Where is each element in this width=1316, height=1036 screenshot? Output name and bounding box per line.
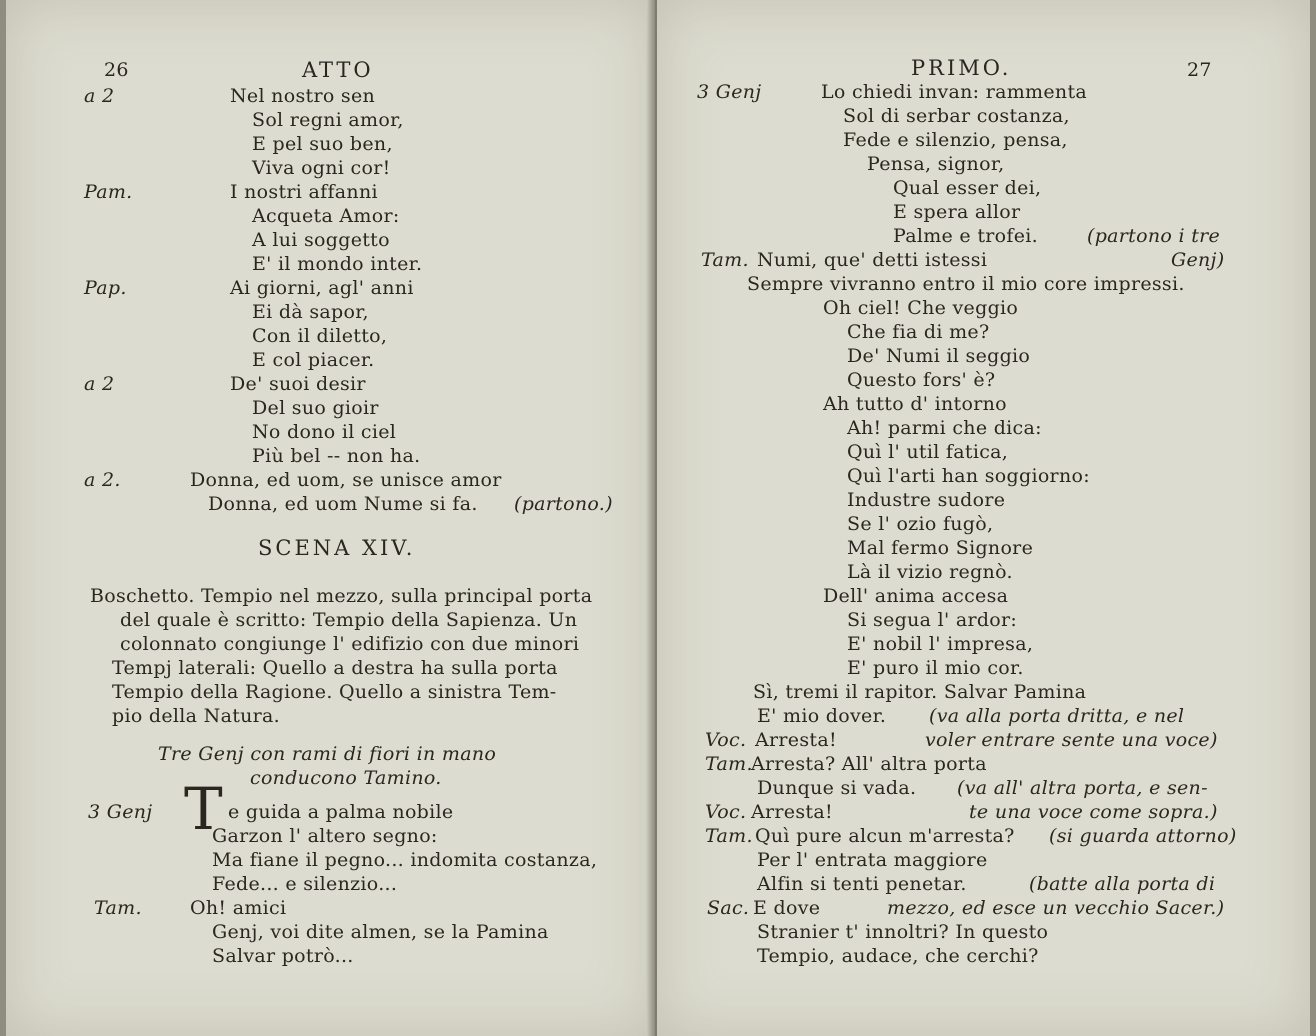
left-page — [6, 0, 654, 1036]
speaker: Voc. — [705, 729, 747, 751]
stage-setting-line: del quale è scritto: Tempio della Sapienza. Un — [120, 609, 578, 631]
stage-setting-line: pio della Natura. — [112, 705, 281, 727]
stage-direction: Genj) — [1171, 249, 1225, 271]
verse-line: Qual esser dei, — [893, 177, 1042, 199]
verse-line: E' il mondo inter. — [252, 253, 423, 275]
page-number-right: 27 — [1187, 59, 1212, 81]
verse-line: Ah! parmi che dica: — [847, 417, 1042, 439]
stage-direction: (partono.) — [514, 493, 613, 515]
verse-line: I nostri affanni — [230, 181, 378, 203]
stage-setting-line: Tempj laterali: Quello a destra ha sulla porta — [112, 657, 558, 679]
verse-line: Questo fors' è? — [847, 369, 996, 391]
stage-direction: conducono Tamino. — [250, 767, 442, 789]
right-page — [657, 0, 1310, 1036]
stage-direction: (batte alla porta di — [1029, 873, 1216, 895]
verse-line: Sì, tremi il rapitor. Salvar Pamina — [753, 681, 1087, 703]
verse-line: Ma fiane il pegno... indomita costanza, — [212, 849, 598, 871]
page-number-left: 26 — [104, 59, 129, 81]
verse-line: Nel nostro sen — [230, 85, 376, 107]
verse-line: Che fia di me? — [847, 321, 990, 343]
verse-line: Sol regni amor, — [252, 109, 404, 131]
speaker: Tam. — [94, 897, 142, 919]
speaker: a 2 — [84, 85, 115, 107]
speaker: a 2. — [84, 469, 121, 491]
verse-line: No dono il ciel — [252, 421, 397, 443]
verse-line: e guida a palma nobile — [228, 801, 454, 823]
verse-line: Fede... e silenzio... — [212, 873, 398, 895]
verse-line: Si segua l' ardor: — [847, 609, 1018, 631]
stage-direction: Tre Genj con rami di fiori in mano — [158, 743, 497, 765]
verse-line: Numi, que' detti istessi — [757, 249, 988, 271]
stage-setting-line: colonnato congiunge l' edifizio con due minori — [120, 633, 580, 655]
verse-line: De' Numi il seggio — [847, 345, 1031, 367]
verse-line: Quì l'arti han soggiorno: — [847, 465, 1090, 487]
verse-line: Con il diletto, — [252, 325, 388, 347]
verse-line: Acqueta Amor: — [252, 205, 400, 227]
verse-line: Ah tutto d' intorno — [823, 393, 1007, 415]
verse-line: Tempio, audace, che cerchi? — [757, 945, 1039, 967]
stage-direction: (si guarda attorno) — [1049, 825, 1237, 847]
verse-line: Donna, ed uom, se unisce amor — [190, 469, 502, 491]
verse-line: A lui soggetto — [252, 229, 390, 251]
speaker: Tam. — [701, 249, 749, 271]
stage-direction: (va all' altra porta, e sen- — [957, 777, 1208, 799]
verse-line: Lo chiedi invan: rammenta — [821, 81, 1088, 103]
verse-line: Se l' ozio fugò, — [847, 513, 994, 535]
stage-setting-line: Tempio della Ragione. Quello a sinistra Tem- — [112, 681, 557, 703]
verse-line: Donna, ed uom Nume si fa. — [208, 493, 478, 515]
verse-line: E' mio dover. — [757, 705, 887, 727]
stage-setting-line: Boschetto. Tempio nel mezzo, sulla principal porta — [90, 585, 593, 607]
verse-line: Arresta! — [755, 729, 837, 751]
speaker: a 2 — [84, 373, 115, 395]
verse-line: Ei dà sapor, — [252, 301, 369, 323]
verse-line: Fede e silenzio, pensa, — [843, 129, 1068, 151]
verse-line: Dunque si vada. — [757, 777, 917, 799]
verse-line: E' puro il mio cor. — [847, 657, 1024, 679]
stage-direction: te una voce come sopra.) — [969, 801, 1218, 823]
speaker: 3 Genj — [88, 801, 153, 823]
speaker: Sac. — [707, 897, 750, 919]
verse-line: Del suo gioir — [252, 397, 379, 419]
verse-line: Garzon l' altero segno: — [212, 825, 438, 847]
verse-line: Alfin si tenti penetar. — [757, 873, 967, 895]
verse-line: Mal fermo Signore — [847, 537, 1034, 559]
speaker: Tam. — [705, 753, 753, 775]
speaker: Pam. — [84, 181, 133, 203]
verse-line: Quì l' util fatica, — [847, 441, 1009, 463]
stage-direction: mezzo, ed esce un vecchio Sacer.) — [887, 897, 1225, 919]
stage-direction: (partono i tre — [1087, 225, 1221, 247]
verse-line: E dove — [753, 897, 821, 919]
verse-line: Per l' entrata maggiore — [757, 849, 988, 871]
verse-line: Palme e trofei. — [893, 225, 1038, 247]
verse-line: Oh ciel! Che veggio — [823, 297, 1019, 319]
running-head-left: ATTO — [302, 58, 374, 82]
verse-line: De' suoi desir — [230, 373, 366, 395]
verse-line: E spera allor — [893, 201, 1021, 223]
verse-line: Là il vizio regnò. — [847, 561, 1013, 583]
scene-title: SCENA XIV. — [258, 536, 416, 560]
stage-direction: (va alla porta dritta, e nel — [929, 705, 1185, 727]
verse-line: Salvar potrò... — [212, 945, 354, 967]
speaker: Voc. — [705, 801, 747, 823]
verse-line: Viva ogni cor! — [252, 157, 391, 179]
verse-line: Quì pure alcun m'arresta? — [755, 825, 1015, 847]
speaker: Pap. — [84, 277, 127, 299]
verse-line: Sol di serbar costanza, — [843, 105, 1070, 127]
verse-line: E pel suo ben, — [252, 133, 393, 155]
verse-line: Pensa, signor, — [867, 153, 1005, 175]
stage-direction: voler entrare sente una voce) — [925, 729, 1218, 751]
verse-line: Genj, voi dite almen, se la Pamina — [212, 921, 549, 943]
verse-line: Sempre vivranno entro il mio core impressi. — [747, 273, 1185, 295]
verse-line: Ai giorni, agl' anni — [230, 277, 414, 299]
running-head-right: PRIMO. — [911, 56, 1012, 80]
verse-line: Dell' anima accesa — [823, 585, 1009, 607]
verse-line: E' nobil l' impresa, — [847, 633, 1034, 655]
verse-line: Industre sudore — [847, 489, 1006, 511]
verse-line: Arresta! — [751, 801, 833, 823]
verse-line: Arresta? All' altra porta — [751, 753, 987, 775]
speaker: 3 Genj — [697, 81, 762, 103]
speaker: Tam. — [705, 825, 753, 847]
dropcap: T — [184, 775, 223, 843]
verse-line: Stranier t' innoltri? In questo — [757, 921, 1049, 943]
verse-line: E col piacer. — [252, 349, 375, 371]
verse-line: Più bel -- non ha. — [252, 445, 421, 467]
verse-line: Oh! amici — [190, 897, 287, 919]
